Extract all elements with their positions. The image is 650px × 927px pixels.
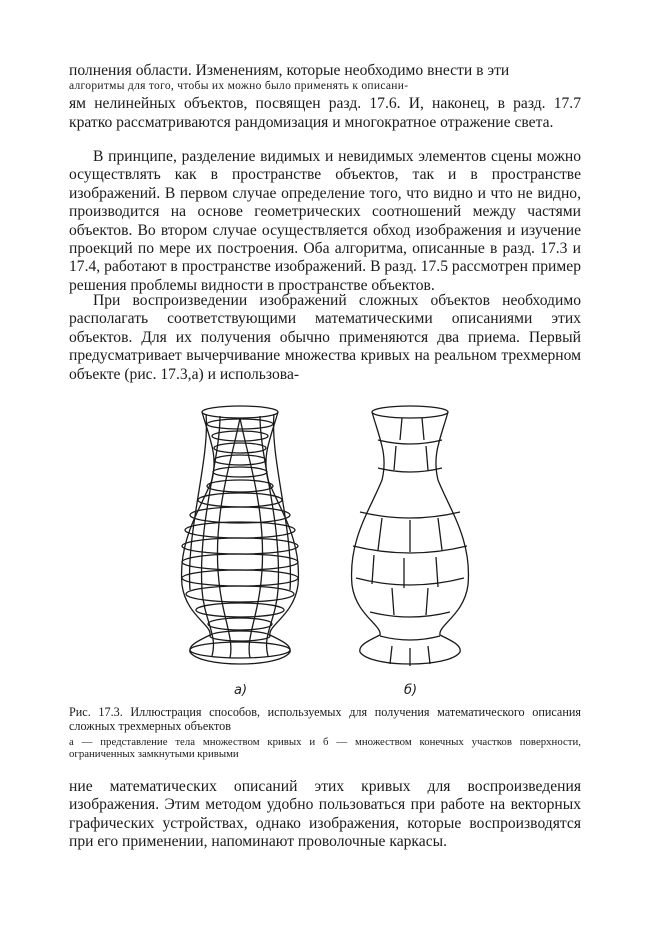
paragraph-2: В принципе, разделение видимых и невидимых элементов сцены можно осуществлять как в пространстве объектов, так и в пространстве изображений. В первом случае определение того, что видно и что не видно, производится на основе геометрических соотношений между частями объектов. Во втором случае осуществляется обход изображения и изучение проекций по мере их построения. Оба алгоритма, описанные в разд. 17.3 и 17.4, работают в пространстве изображений. В разд. 17.5 рассмотрен пример решения проблемы видности в пространстве объектов.	[69, 148, 581, 294]
vase-wireframe	[182, 406, 299, 664]
vase-patches	[352, 406, 469, 666]
figure-caption	[69, 706, 581, 760]
caption-legend: а — представление тела множеством кривых и б — множеством конечных участков поверхности, ограниченных замкнутыми кривыми	[69, 736, 581, 760]
paragraph-3: При воспроизведении изображений сложных объектов необходимо располагать соответствующими математическими описаниями этих объектов. Для их получения обычно применяются два приема. Первый предусматривает вычерчивание множества кривых на реальном трехмерном объекте (рис. 17.3,а) и использова-	[69, 292, 581, 383]
paragraph-3-block	[69, 292, 581, 384]
paragraph-top-line1: полнения области. Изменениям, которые необходимо внести в эти	[69, 62, 510, 79]
figure-label-a: а)	[234, 683, 248, 698]
caption-title: Рис. 17.3. Иллюстрация способов, используемых для получения математического описания сложных трехмерных объектов	[69, 705, 581, 733]
paragraph-top-rest: ям нелинейных объектов, посвящен разд. 17.6. И, наконец, в разд. 17.7 кратко рассматриваются рандомизация и многократное отражение света.	[69, 95, 581, 131]
paragraph-2-block	[69, 148, 581, 295]
paragraph-top	[69, 62, 581, 132]
figure-vases	[160, 400, 490, 700]
figure-label-b: б)	[404, 683, 418, 698]
paragraph-bottom: ние математических описаний этих кривых для воспроизведения изображения. Этим методом удобно пользоваться при работе на векторных графических устройствах, однако изображения, которые воспроизводятся при его применении, напоминают проволочные каркасы.	[69, 778, 581, 851]
paragraph-bottom-block	[69, 778, 581, 852]
paragraph-top-small-line: алгоритмы для того, чтобы их можно было применять к описани-	[69, 80, 409, 93]
